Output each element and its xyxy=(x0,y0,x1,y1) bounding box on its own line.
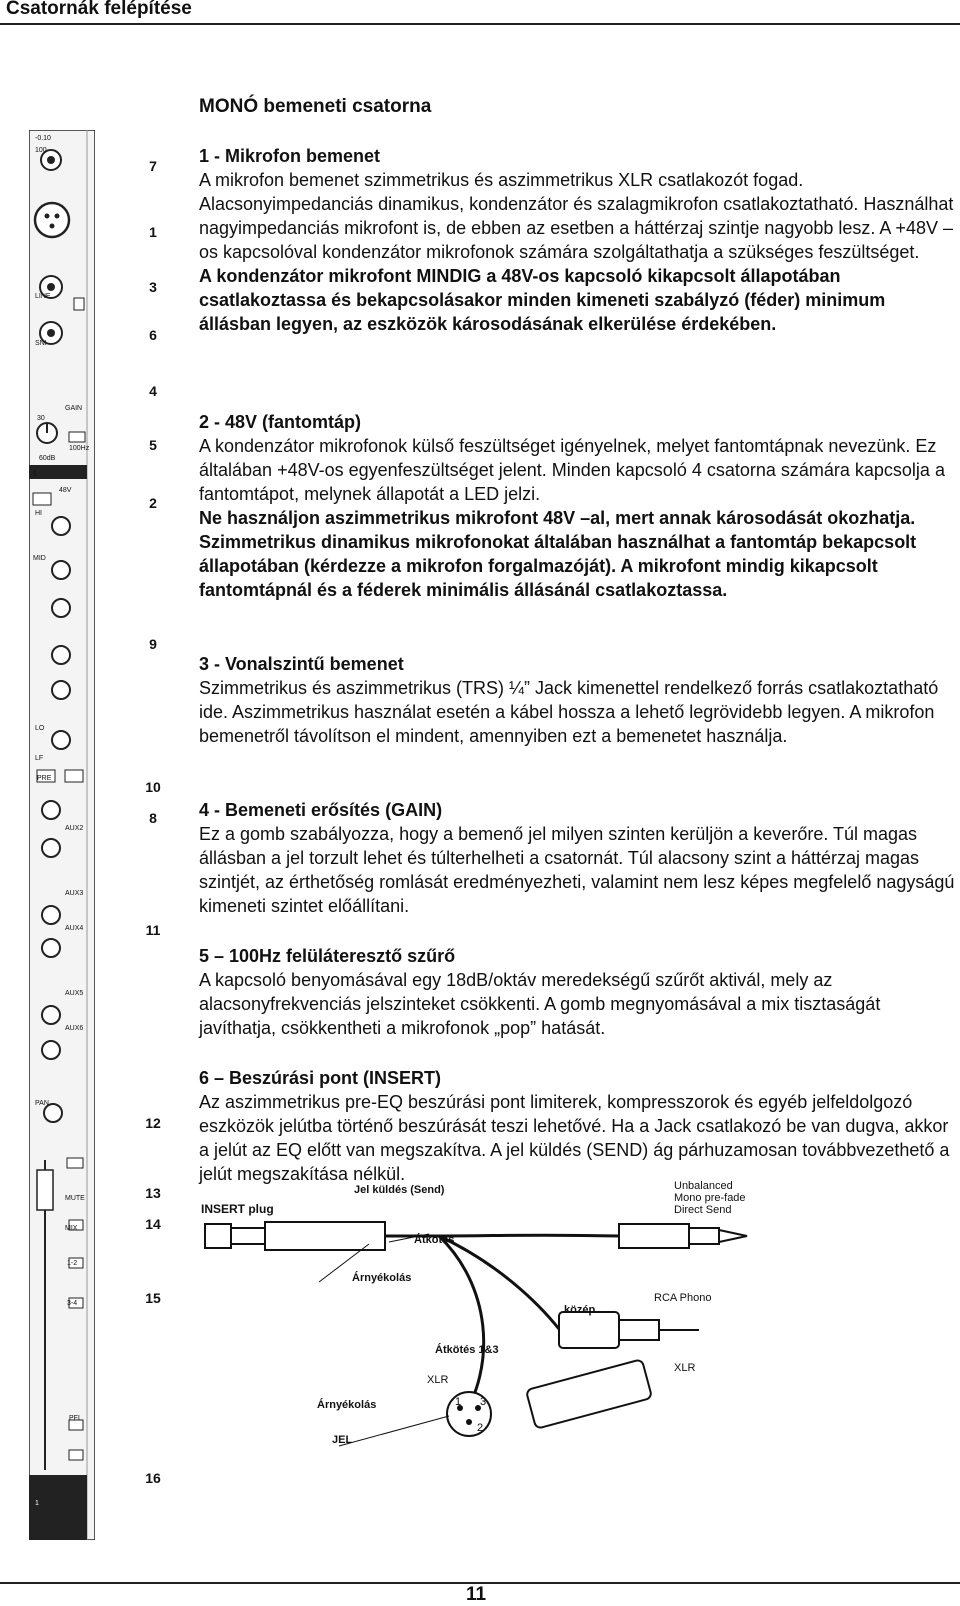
strip-label: HI xyxy=(35,510,42,517)
callout-10: 10 xyxy=(145,779,161,795)
label-center: közép xyxy=(564,1304,596,1316)
warning-phantom: Ne használjon aszimmetrikus mikrofont 48V –al, mert annak károsodását okozhatja. Szimmetrikus dinamikus mikrofonokat általában használhat a fantomtáp bekapcsolt állapotában (kérdezze a mikrofon forgalmazóját). A mikrofont mindig kikapcsolt fantomtápnál és a féderek minimális állásánál csatlakoztassa. xyxy=(199,508,917,600)
heading-phantom: 2 - 48V (fantomtáp) xyxy=(199,412,362,432)
strip-label: SNI xyxy=(35,340,47,347)
callout-8: 8 xyxy=(149,810,157,826)
page-header-title: Csatornák felépítése xyxy=(6,0,192,19)
strip-label: AUX2 xyxy=(65,825,84,832)
strip-label: PAN xyxy=(35,1100,49,1107)
channel-strip-illustration xyxy=(29,130,95,1540)
strip-label: 48V xyxy=(59,487,72,494)
heading-gain: 4 - Bemeneti erősítés (GAIN) xyxy=(199,800,443,820)
label-shield-2: Árnyékolás xyxy=(317,1399,377,1411)
strip-label: MID xyxy=(33,555,46,562)
strip-label: AUX3 xyxy=(65,890,84,897)
callout-1: 1 xyxy=(149,224,157,240)
strip-label: 1 xyxy=(33,471,37,478)
strip-label: AUX4 xyxy=(65,925,84,932)
callout-5: 5 xyxy=(149,437,157,453)
strip-label: GAIN xyxy=(65,405,83,412)
strip-label: 1 xyxy=(35,1500,39,1507)
label-pin-1: 1 xyxy=(455,1396,462,1408)
warning-mic-input: A kondenzátor mikrofont MINDIG a 48V-os kapcsoló kikapcsolt állapotában csatlakoztassa és bekapcsolásakor minden kimeneti szabályzó (féder) minimum állásban legyen, az eszközök károsodásának elkerülése érdekében. xyxy=(199,266,886,334)
label-link13: Átkötés 1&3 xyxy=(435,1344,499,1356)
strip-label: PFL xyxy=(69,1415,82,1422)
heading-hpf: 5 – 100Hz felüláteresztő szűrő xyxy=(199,946,456,966)
strip-label: PRE xyxy=(37,775,52,782)
strip-label: -0.10 xyxy=(35,135,51,142)
strip-label: 1-2 xyxy=(67,1260,78,1267)
text-line-input: Szimmetrikus és aszimmetrikus (TRS) ¼” Jack kimenettel rendelkező forrás csatlakoztatható ide. Aszimmetrikus használat esetén a kábel hossza a lehető legrövidebb legyen. A mikrofon bemenetről távolítson el mindent, amennyiben ezt a bemenetet használja. xyxy=(199,678,939,746)
strip-label: 3-4 xyxy=(67,1300,78,1307)
strip-label: 30 xyxy=(37,415,45,422)
strip-label: 100Hz xyxy=(69,445,90,452)
callout-14: 14 xyxy=(145,1216,161,1232)
page-number: 11 xyxy=(466,1584,487,1605)
strip-label: 60dB xyxy=(39,455,56,462)
callout-3: 3 xyxy=(149,279,157,295)
strip-label: AUX6 xyxy=(65,1025,84,1032)
header-rule xyxy=(0,23,960,25)
callout-12: 12 xyxy=(145,1115,161,1131)
insert-wiring-diagram xyxy=(199,1180,759,1499)
label-xlr-right: XLR xyxy=(674,1362,696,1374)
label-send: Jel küldés (Send) xyxy=(354,1184,445,1196)
label-rca: RCA Phono xyxy=(654,1292,712,1304)
strip-label: AUX5 xyxy=(65,990,84,997)
callout-7: 7 xyxy=(149,158,157,174)
strip-label: LO xyxy=(35,725,45,732)
callout-4: 4 xyxy=(149,383,157,399)
label-signal: JEL xyxy=(332,1434,353,1446)
callout-9: 9 xyxy=(149,636,157,652)
callout-11: 11 xyxy=(145,922,161,938)
section-insert xyxy=(199,1066,959,1186)
section-gain xyxy=(199,798,959,918)
label-mono-prefade: Mono pre-fade xyxy=(674,1192,746,1204)
label-insert-plug: INSERT plug xyxy=(201,1202,274,1216)
section-mic-input xyxy=(199,144,959,336)
strip-label: MIX xyxy=(65,1225,78,1232)
label-direct-send: Direct Send xyxy=(674,1204,732,1216)
heading-mic-input: 1 - Mikrofon bemenet xyxy=(199,146,381,166)
section-hpf xyxy=(199,944,959,1040)
text-gain: Ez a gomb szabályozza, hogy a bemenő jel milyen szinten kerüljön a keverőre. Túl magas állásban a jel torzult lehet és túlterhelheti a csatornát. Túl alacsony szint a háttérzaj magas szintjét, az érthetőség romlását eredményezheti, valamint nem lesz képes megfelelő nagyságú kimeneti szintet előállítani. xyxy=(199,824,955,916)
text-hpf: A kapcsoló benyomásával egy 18dB/oktáv meredekségű szűrőt aktivál, mely az alacsonyfrekvenciás jelszinteket csökkenti. A gomb megnyomásával a mix tisztaságát javíthatja, csökkentheti a mikrofonok „pop” hatását. xyxy=(199,970,881,1038)
heading-insert: 6 – Beszúrási pont (INSERT) xyxy=(199,1068,442,1088)
section-phantom xyxy=(199,410,959,602)
strip-label: LINE xyxy=(35,293,51,300)
strip-label: MUTE xyxy=(65,1195,85,1202)
label-tip: Átkötés xyxy=(414,1234,455,1246)
label-shield-1: Árnyékolás xyxy=(352,1272,412,1284)
section-title: MONÓ bemeneti csatorna xyxy=(199,96,432,117)
text-mic-input: A mikrofon bemenet szimmetrikus és aszimmetrikus XLR csatlakozót fogad. Alacsonyimpedanciás dinamikus, kondenzátor és szalagmikrofon csatlakoztatható. Használhat nagyimpedanciás mikrofont is, de ebben az esetben a háttérzaj szintje nagyobb lesz. A +48V –os kapcsolóval kondenzátor mikrofonok számára szolgáltathatja a szükséges feszültséget. xyxy=(199,170,954,262)
callout-13: 13 xyxy=(145,1185,161,1201)
callout-15: 15 xyxy=(145,1290,161,1306)
label-unbalanced: Unbalanced xyxy=(674,1180,733,1192)
strip-label: LF xyxy=(35,755,44,762)
callout-6: 6 xyxy=(149,327,157,343)
callout-16: 16 xyxy=(145,1470,161,1486)
label-pin-3: 3 xyxy=(480,1396,487,1408)
label-xlr-top: XLR xyxy=(427,1374,449,1386)
callout-2: 2 xyxy=(149,495,157,511)
strip-label: 100 xyxy=(35,147,47,154)
label-pin-2: 2 xyxy=(477,1422,484,1434)
text-insert: Az aszimmetrikus pre-EQ beszúrási pont limiterek, kompresszorok és egyéb jelfeldolgozó eszközök jelútba történő beszúrását teszi lehetővé. Ha a Jack csatlakozó be van dugva, akkor a jelút az EQ előtt van megszakítva. A jel küldés (SEND) ág párhuzamosan továbbvezethető a jelút megszakítása nélkül. xyxy=(199,1092,950,1184)
text-phantom: A kondenzátor mikrofonok külső feszültséget igényelnek, melyet fantomtápnak nevezünk. Ez általában +48V-os egyenfeszültséget jelent. Minden kapcsoló 4 csatorna számára kapcsolja a fantomtápot, melynek állapotát a LED jelzi. xyxy=(199,436,945,504)
heading-line-input: 3 - Vonalszintű bemenet xyxy=(199,654,404,674)
section-line-input xyxy=(199,652,959,748)
